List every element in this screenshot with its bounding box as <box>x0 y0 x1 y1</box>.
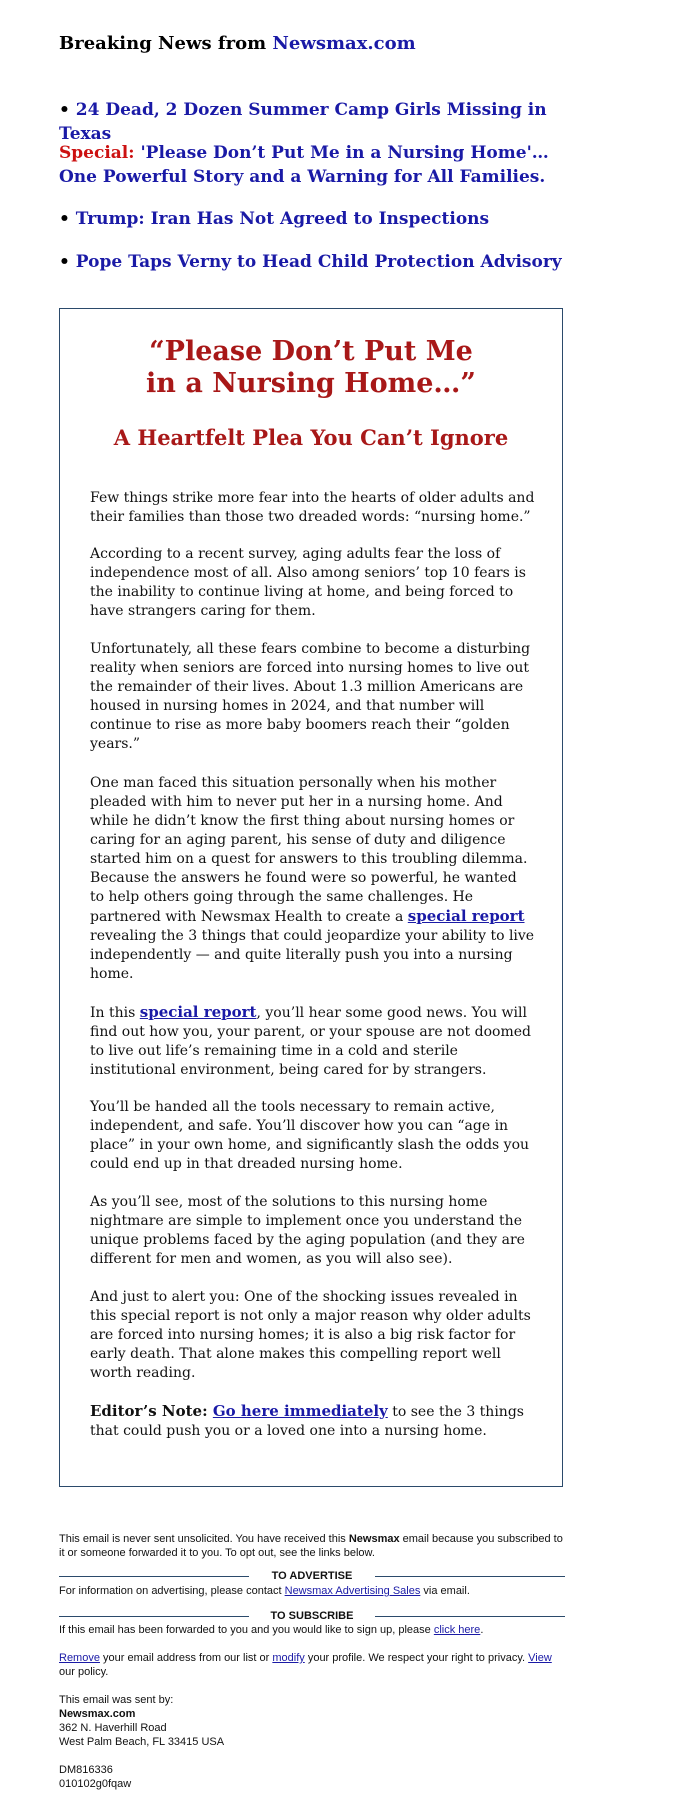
sent-by-label: This email was sent by: <box>59 1694 174 1706</box>
headline-item <box>59 207 579 231</box>
text: your profile. We respect your right to privacy. <box>304 1652 529 1664</box>
special-label: Special: <box>59 143 141 163</box>
special-report-link[interactable]: special report <box>407 907 525 925</box>
text: revealing the 3 things that could jeopardize your ability to live independently — and quite literally push you into a nursing home. <box>90 928 535 982</box>
article-paragraph: And just to alert you: One of the shocking issues revealed in this special report is not only a major reason why older adults are forced into nursing homes; it is also a big risk factor for early death. That alone makes this compelling report well worth reading. <box>90 1289 531 1381</box>
code-1: DM816336 <box>59 1764 113 1776</box>
article-subtitle: A Heartfelt Plea You Can’t Ignore <box>113 425 509 450</box>
view-policy-link[interactable]: View <box>528 1652 552 1664</box>
text: email because you subscribed to it or someone forwarded it to you. To opt out, see the links below. <box>59 1533 563 1559</box>
headline-link[interactable]: Trump: Iran Has Not Agreed to Inspections <box>75 209 490 229</box>
tracking-codes <box>59 1763 565 1791</box>
headline-item <box>59 98 579 146</box>
text: to see the 3 things that could push you or a loved one into a nursing home. <box>90 1404 524 1439</box>
bullet: • <box>59 100 76 120</box>
address-line1: 362 N. Haverhill Road <box>59 1722 167 1734</box>
advertising-sales-link[interactable]: Newsmax Advertising Sales <box>284 1585 421 1597</box>
subscribe-text <box>59 1623 565 1637</box>
text: In this <box>90 1005 140 1021</box>
article-paragraph <box>90 1003 535 1080</box>
code-2: 010102g0fqaw <box>59 1778 132 1790</box>
text: This email is never sent unsolicited. You have received this <box>59 1533 349 1545</box>
remove-link[interactable]: Remove <box>59 1652 100 1664</box>
special-report-link[interactable]: special report <box>139 1003 257 1021</box>
headline-link[interactable]: Pope Taps Verny to Head Child Protection Advisory <box>75 252 562 272</box>
article-paragraph: As you’ll see, most of the solutions to this nursing home nightmare are simple to implement once you understand the unique problems faced by the aging population (and they are different for men and women, as you will also see). <box>90 1194 525 1267</box>
brand-name: Newsmax <box>348 1533 400 1545</box>
bullet: • <box>59 252 76 272</box>
article-paragraph: You’ll be handed all the tools necessary to remain active, independent, and safe. You’ll discover how you can “age in place” in your own home, and significantly slash the odds you could end up in that dreaded nursing home. <box>90 1099 530 1172</box>
headline-item <box>59 250 579 274</box>
header-prefix: Breaking News from <box>59 33 273 54</box>
article-title-line2: in a Nursing Home…” <box>146 368 476 399</box>
headline-item-special <box>59 141 579 189</box>
advertise-text <box>59 1584 565 1598</box>
header-title <box>59 33 416 54</box>
headline-link[interactable]: 'Please Don’t Put Me in a Nursing Home'… One Powerful Story and a Warning for All Families. <box>59 143 549 187</box>
header-site-link[interactable]: Newsmax.com <box>272 33 416 54</box>
manage-text <box>59 1651 565 1679</box>
sender-name: Newsmax.com <box>59 1708 136 1720</box>
text: our policy. <box>59 1666 109 1678</box>
article-paragraph: Unfortunately, all these fears combine to become a disturbing reality when seniors are forced into nursing homes to live out the remainder of their lives. About 1.3 million Americans are housed in nursing homes in 2024, and that number will continue to rise as more baby boomers reach their “golden years.” <box>90 641 531 752</box>
click-here-link[interactable]: click here <box>433 1624 481 1636</box>
address-line2: West Palm Beach, FL 33415 USA <box>59 1736 225 1748</box>
advertise-heading: TO ADVERTISE <box>271 1570 353 1582</box>
bullet: • <box>59 209 76 229</box>
article-paragraph: One man faced this situation personally when his mother pleaded with him to never put her in a nursing home. And while he didn’t know the first thing about nursing homes or caring for an aging parent, his sense of duty and diligence started him on a quest for answers to this troubling dilemma. <box>90 775 528 867</box>
footer-disclaimer <box>59 1532 565 1560</box>
text: , you’ll hear some good news. You will find out how you, your parent, or your spouse are not doomed to live out life’s remaining time in a cold and sterile institutional environment, being cared for by strangers. <box>90 1005 531 1078</box>
advertise-divider <box>59 1569 565 1583</box>
subscribe-divider <box>59 1609 565 1623</box>
sender-info <box>59 1693 565 1749</box>
article-paragraph <box>90 869 535 984</box>
editors-note <box>90 1402 535 1441</box>
text: . <box>480 1624 484 1636</box>
text: Because the answers he found were so powerful, he wanted to help others going through the same challenges. He partnered with Newsmax Health to create a <box>90 870 517 925</box>
article-paragraph: According to a recent survey, aging adults fear the loss of independence most of all. Also among seniors’ top 10 fears is the inability to continue living at home, and being forced to have strangers caring for them. <box>90 546 526 619</box>
article-title <box>59 336 563 400</box>
headline-link[interactable]: 24 Dead, 2 Dozen Summer Camp Girls Missing in Texas <box>59 100 547 144</box>
article-title-line1: “Please Don’t Put Me <box>149 336 473 367</box>
text: If this email has been forwarded to you and you would like to sign up, please <box>59 1624 434 1636</box>
article-paragraph: Few things strike more fear into the hearts of older adults and their families than those two dreaded words: “nursing home.” <box>90 490 535 525</box>
go-here-link[interactable]: Go here immediately <box>212 1402 388 1420</box>
text: For information on advertising, please contact <box>59 1585 285 1597</box>
text: your email address from our list or <box>99 1652 273 1664</box>
subscribe-heading: TO SUBSCRIBE <box>270 1610 354 1622</box>
editors-note-label: Editor’s Note: <box>90 1402 213 1420</box>
modify-link[interactable]: modify <box>272 1652 305 1664</box>
text: via email. <box>420 1585 470 1597</box>
